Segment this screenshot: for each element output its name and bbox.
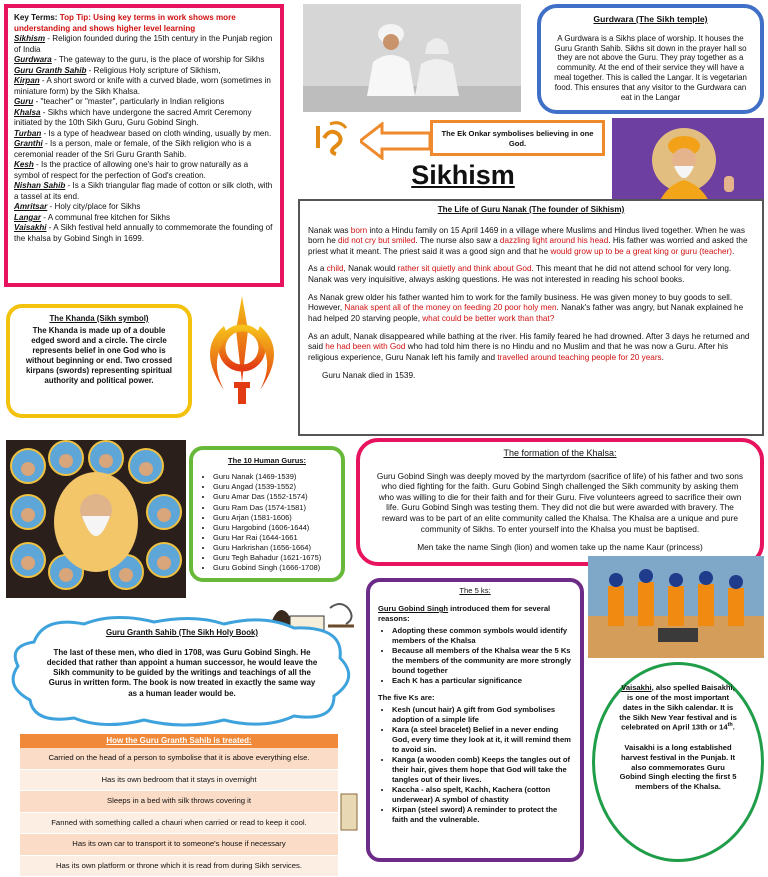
key-term-item [14, 108, 274, 129]
khanda-text: The Khanda is made up of a double edged sword and a circle. The circle represents belief in one God who is without beginning or end. Two crossed kirpans (swords) representing spiritual authority and political power. [20, 326, 178, 386]
key-term-definition: - A Sikh festival held annually to commemorate the founding of the khalsa by Gobind Singh in 1699. [14, 223, 272, 243]
key-term-definition: - A communal free kitchen for Sikhs [41, 213, 170, 222]
gurus-list [199, 472, 335, 573]
key-term-word: Turban [14, 129, 41, 138]
key-term-item [14, 34, 274, 55]
guru-face [21, 462, 35, 476]
treated-table [20, 734, 338, 877]
highlight-text: Nanak spent all of the money on feeding 20 poor holy men [344, 303, 556, 312]
key-term-word: Sikhism [14, 34, 45, 43]
guru-item: • Guru Angad (1539-1552) [213, 482, 335, 492]
ggs-text: The last of these men, who died in 1708, was Guru Gobind Singh. He decided that rather than appoint a human successor, he would leave the Sikh community to be guided by the writings and teachings of all the Gurus in written form. The book is now treated in exactly the same way as a human leader would be. [44, 648, 320, 699]
vaisakhi-sup: th [728, 722, 733, 728]
key-term-word: Guru Granth Sahib [14, 66, 86, 75]
ek-onkar-box [430, 120, 605, 156]
vaisakhi-term: Vaisakhi [621, 683, 651, 692]
khalsa-box [356, 438, 764, 566]
gurus-collage [6, 440, 186, 598]
k-item: • Kesh (uncut hair) A gift from God symbolises adoption of a simple life [392, 705, 572, 725]
body-text: . The nurse also saw a [415, 236, 500, 245]
guru-face [157, 508, 171, 522]
guru-item: • Guru Gobind Singh (1666-1708) [213, 563, 335, 573]
life-paragraph-adult [308, 332, 754, 364]
guru-item: • Guru Hargobind (1606-1644) [213, 523, 335, 533]
body-text: . His father was worried and asked the priest what it meant. The priest said it was a good sign and that he [308, 236, 748, 256]
key-terms-box [4, 4, 284, 287]
guru-face [99, 454, 113, 468]
five-ks-list [378, 705, 572, 825]
arrow-shape [360, 122, 430, 160]
key-term-definition: - Religion founded during the 15th century in the Punjab region of India [14, 34, 272, 54]
guru-face [59, 454, 73, 468]
five-ks-intro-rest: introduced them for several reasons: [378, 604, 550, 623]
guru-item: • Guru Nanak (1469-1539) [213, 472, 335, 482]
highlight-text: would grow up to be a great king or guru (teacher) [550, 247, 732, 256]
body-text: As Nanak grew older his father wanted him to work for the family business. He was given money to buy goods to sell. However, [308, 293, 732, 313]
guru-face [21, 508, 35, 522]
gurdwara-text: A Gurdwara is a Sikhs place of worship. It houses the Guru Granth Sahib. Sikhs sit down in the prayer hall so they are not above the Guru. They pray together as a community. At the end of their service they will have a meal together. This is called the Langar. It is vegetarian food. This ensures that any visitor to the Gurdwara can eat in the Langar [551, 34, 750, 103]
treated-title: How the Guru Granth Sahib is treated: [20, 734, 338, 748]
key-term-word: Langar [14, 213, 41, 222]
guru-face [21, 556, 35, 570]
highlight-text: rather sit quietly and think about God [398, 264, 532, 273]
ek-onkar-text: The Ek Onkar symbolises believing in one God. [442, 129, 594, 148]
key-term-definition: - Sikhs which have undergone the sacred Amrit Ceremony initiated by the 10th Sikh Guru, Guru Gobind Singh. [14, 108, 252, 128]
life-paragraph-business [308, 293, 754, 325]
scripture-image [340, 790, 358, 834]
key-terms-label: Key Terms: [14, 13, 57, 22]
khalsa-names: Men take the name Singh (lion) and women take up the name Kaur (princess) [376, 542, 744, 553]
five-ks-list-title: The five Ks are: [378, 693, 572, 703]
khanda-icon [194, 290, 290, 418]
body-text: . [732, 247, 734, 256]
body-text: , Nanak would [344, 264, 398, 273]
guru-item: • Guru Tegh Bahadur (1621-1675) [213, 553, 335, 563]
guru-face [59, 568, 73, 582]
body-text: As an adult, Nanak disappeared while bathing at the river. His family feared he had drowned. After 3 days he returned and said [308, 332, 749, 352]
guru-item: • Guru Har Rai (1644-1661 [213, 533, 335, 543]
key-term-definition: - The gateway to the guru, is the place of worship for Sikhs [52, 55, 265, 64]
treated-row: Has its own bedroom that it stays in overnight [20, 770, 338, 792]
highlight-text: child [327, 264, 344, 273]
gurus-title: The 10 Human Gurus: [199, 456, 335, 466]
khalsa-title: The formation of the Khalsa: [376, 448, 744, 460]
five-ks-title: The 5 ks: [378, 586, 572, 596]
key-term-item [14, 55, 274, 66]
key-term-word: Vaisakhi [14, 223, 47, 232]
body-text: Nanak was [308, 226, 351, 235]
guru-face [119, 568, 133, 582]
vaisakhi-oval [592, 662, 764, 862]
key-term-definition: - Is a type of headwear based on cloth winding, usually by men. [41, 129, 271, 138]
key-term-word: Khalsa [14, 108, 41, 117]
life-box [298, 199, 764, 436]
vaisakhi-text-2: Vaisakhi is a long established harvest festival in the Punjab. It also commemorates Guru Gobind Singh electing the first 5 members of the Khalsa. [619, 743, 737, 792]
gurus-collage-illustration [6, 440, 186, 598]
k-item: • Kirpan (steel sword) A reminder to protect the faith and the vulnerable. [392, 805, 572, 825]
treated-row: Carried on the head of a person to symbolise that it is above everything else. [20, 748, 338, 770]
key-term-item [14, 129, 274, 140]
key-terms-heading [14, 13, 274, 34]
key-term-definition: - "teacher" or "master", particularly in Indian religions [33, 97, 224, 106]
key-term-item [14, 202, 274, 213]
khanda-title: The Khanda (Sikh symbol) [20, 314, 178, 324]
k-item: • Kaccha - also spelt, Kachh, Kachera (cotton underwear) A symbol of chastity [392, 785, 572, 805]
scripture-illustration [340, 790, 358, 834]
key-term-item [14, 66, 274, 77]
key-term-item [14, 223, 274, 244]
five-ks-box [366, 578, 584, 862]
k-item: • Kara (a steel bracelet) Belief in a never ending God, every time they look at it, it will remind them to avoid sin. [392, 725, 572, 755]
body-text: . Nanak's father was angry, but Nanak explained he had helped 20 starving people, [308, 303, 743, 323]
life-paragraph-birth [308, 226, 754, 258]
guru-item: • Guru Harkrishan (1656-1664) [213, 543, 335, 553]
k-item: • Kanga (a wooden comb) Keeps the tangles out of their hair, gives them hope that God will take the tangles out of their lives. [392, 755, 572, 785]
highlight-text: travelled around teaching people for 20 years [497, 353, 661, 362]
key-term-word: Kirpan [14, 76, 40, 85]
treated-row: Sleeps in a bed with silk throws covering it [20, 791, 338, 813]
ggs-cloud [4, 612, 360, 730]
vaisakhi-desc: , also spelled Baisakhi, is one of the most important dates in the Sikh calendar. It is the Sikh New Year festival and is celebrated on April 13th or 14 [619, 683, 737, 732]
life-died: Guru Nanak died in 1539. [308, 371, 754, 382]
life-title: The Life of Guru Nanak (The founder of Sikhism) [308, 205, 754, 216]
highlight-text: dazzling light around his head [500, 236, 608, 245]
reason-item: • Because all members of the Khalsa wear the 5 Ks the members of the community are more strongly bound together [392, 646, 572, 676]
guru-item: • Guru Ram Das (1574-1581) [213, 503, 335, 513]
key-terms-list [14, 34, 274, 244]
guru-face [139, 462, 153, 476]
highlight-text: what could be better work than that? [422, 314, 554, 323]
key-term-definition: - Is the practice of allowing one's hair to grow naturally as a symbol of respect for the perfection of God's creation. [14, 160, 248, 180]
key-term-item [14, 213, 274, 224]
body-text: who had told him there is no Hindu and no Muslim and that he was now a Guru. After his religious experience, Guru Nanak left his family and [308, 342, 728, 362]
key-term-word: Granthi [14, 139, 43, 148]
treated-row: Has its own car to transport it to someone's house if necessary [20, 834, 338, 856]
guru-item: • Guru Amar Das (1552-1574) [213, 492, 335, 502]
main-title: Sikhism [408, 160, 518, 191]
five-ks-intro-name: Guru Gobind Singh [378, 604, 448, 613]
reason-item: • Each K has a particular significance [392, 676, 572, 686]
five-ks-reasons [378, 626, 572, 686]
key-term-definition: - Is a person, male or female, of the Sikh religion who is a ceremonial reader of the Sri Guru Granth Sahib. [14, 139, 251, 159]
khanda-symbol [194, 290, 290, 418]
prayer-photo [303, 4, 521, 112]
life-paragraph-childhood [308, 264, 754, 285]
key-term-item [14, 76, 274, 97]
key-term-word: Guru [14, 97, 33, 106]
body-text: into a Hindu family on 15 April 1469 in a village where Muslims and Hindus lived together. When he was born he [308, 226, 745, 246]
highlight-text: born [351, 226, 367, 235]
gurdwara-box [537, 4, 764, 114]
reason-item: • Adopting these common symbols would identify members of the Khalsa [392, 626, 572, 646]
gurdwara-title: Gurdwara (The Sikh temple) [551, 14, 750, 25]
prayer-illustration [303, 4, 521, 112]
five-ks-intro [378, 604, 572, 624]
treated-row: Fanned with something called a chauri when carried or read to keep it cool. [20, 813, 338, 835]
key-term-word: Gurdwara [14, 55, 52, 64]
key-term-item [14, 181, 274, 202]
ek-onkar-icon [310, 118, 350, 158]
treated-rows [20, 748, 338, 877]
guru-face [157, 556, 171, 570]
treated-row: Has its own platform or throne which it is read from during Sikh services. [20, 856, 338, 877]
ceremony-photo [588, 556, 764, 658]
khanda-box [6, 304, 192, 418]
key-term-definition: - Holy city/place for Sikhs [47, 202, 140, 211]
ek-onkar-symbol [310, 118, 350, 158]
key-term-item [14, 139, 274, 160]
ggs-title: Guru Granth Sahib (The Sikh Holy Book) [44, 628, 320, 638]
body-text: . [662, 353, 664, 362]
key-term-item [14, 160, 274, 181]
highlight-text: he had been with God [325, 342, 405, 351]
vaisakhi-text-1 [619, 683, 737, 733]
body-text: As a [308, 264, 327, 273]
key-term-definition: - A short sword or knife with a curved blade, worn (sometimes in miniature form) by the Sikh Khalsa. [14, 76, 271, 96]
key-term-definition: - Religious Holy scripture of Sikhism, [86, 66, 220, 75]
guru-item: • Guru Arjan (1581-1606) [213, 513, 335, 523]
key-term-word: Kesh [14, 160, 34, 169]
key-term-word: Nishan Sahib [14, 181, 65, 190]
key-terms-tip: Top Tip: Using key terms in work shows more understanding and shows higher level learning [14, 13, 236, 33]
highlight-text: did not cry but smiled [338, 236, 415, 245]
ceremony-illustration [588, 556, 764, 658]
vaisakhi-desc-end: . [733, 723, 735, 732]
key-term-word: Amritsar [14, 202, 47, 211]
gurus-box [189, 446, 345, 582]
arrow-icon [360, 122, 430, 160]
key-term-item [14, 97, 274, 108]
key-term-definition: - Is a Sikh triangular flag made of cotton or silk cloth, with a tassel at its end. [14, 181, 272, 201]
body-text: . This meant that he did not attend school for very long. Nanak was very inquisitive, always asking questions. He was not interested in reading his school books. [308, 264, 731, 284]
khalsa-text: Guru Gobind Singh was deeply moved by the martyrdom (sacrifice of life) of his father and two sons who died fighting for the faith. Guru Gobind Singh challenged the Sikh community by asking them who was willing to die for their faith and for their Guru. Five volunteers agreed to sacrifice their own life. Guru Gobind Singh was testing them. They did not die but were awarded with bravery. The reward was to be part of an elite community called the Khalsa. The Khalsa are a unique and pure community of Sikhs. To enter yourself into the Khalsa you must be baptised. [376, 471, 744, 535]
